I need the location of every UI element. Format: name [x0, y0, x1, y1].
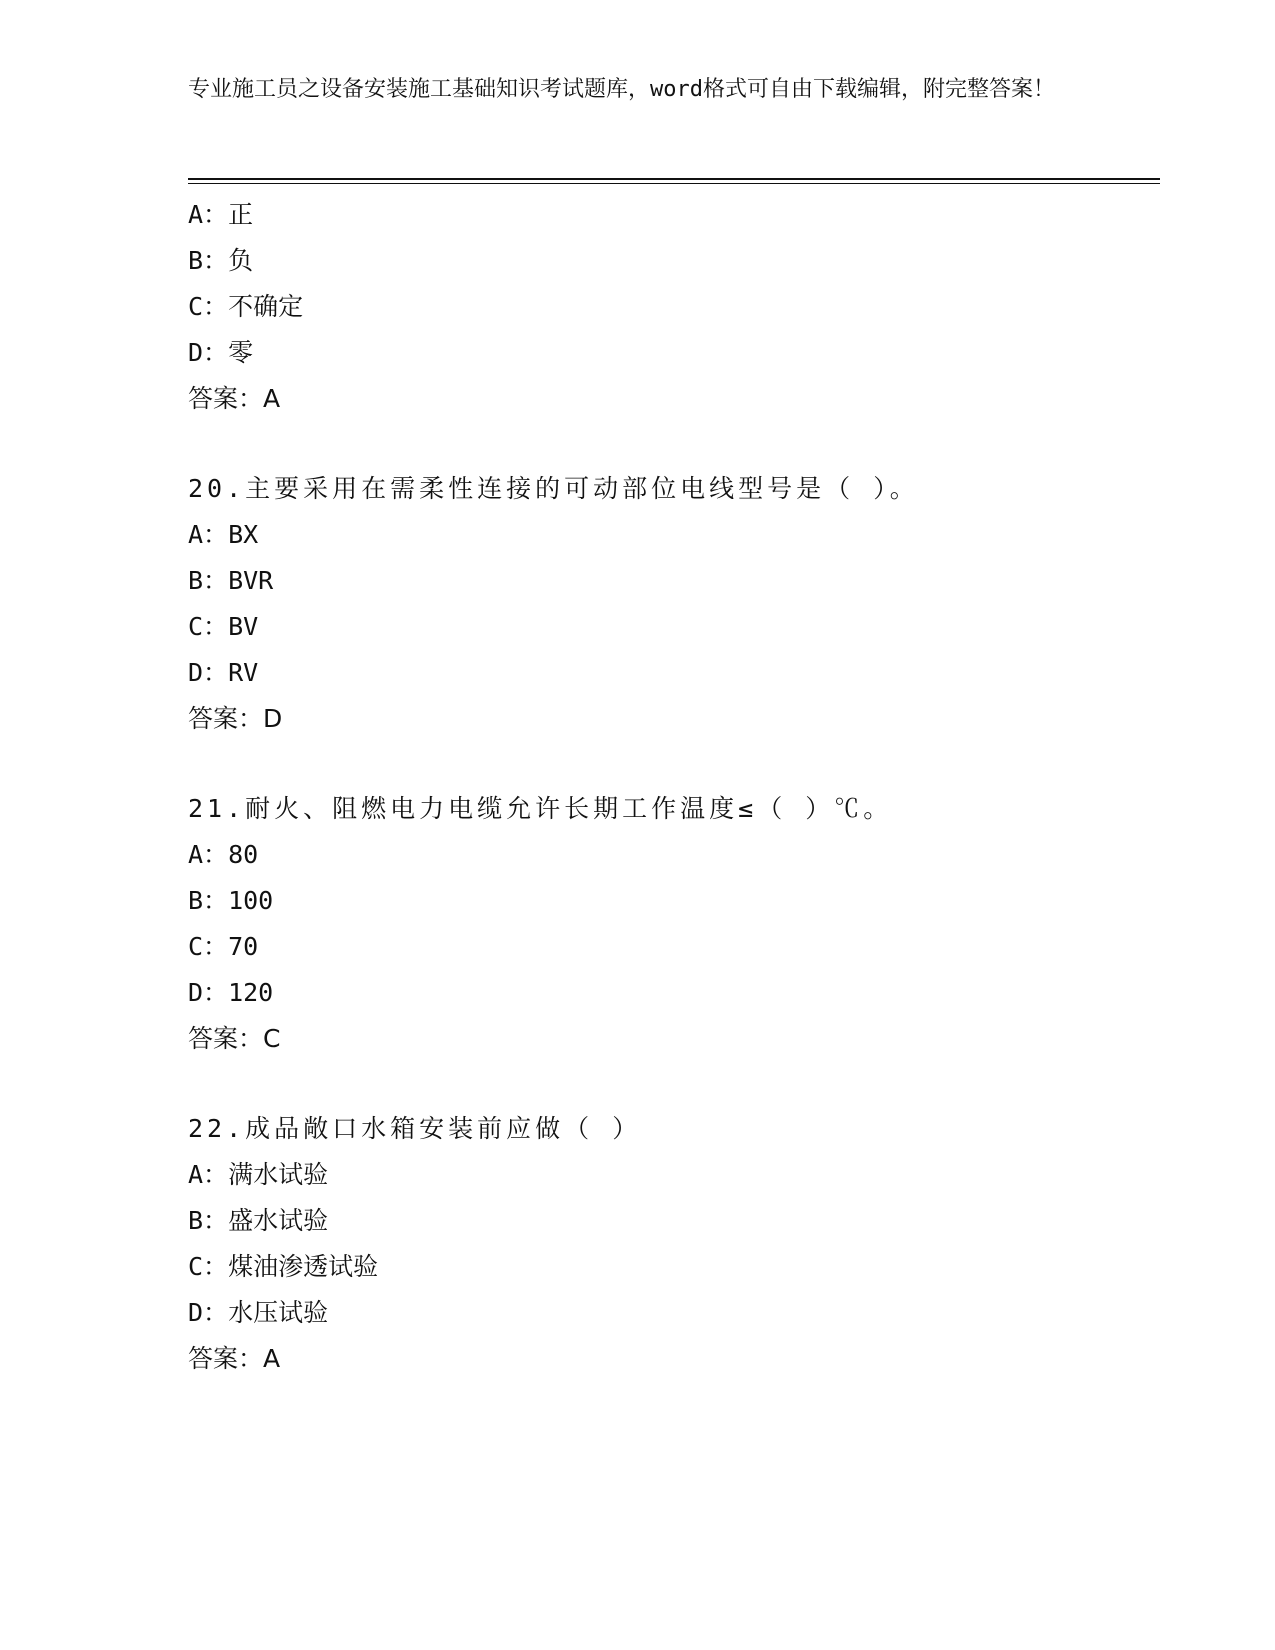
- option-c: [188, 284, 1160, 330]
- option-label: B：: [188, 566, 229, 595]
- option-text: 70: [228, 932, 259, 961]
- option-text: BV: [228, 612, 259, 641]
- option-a: [188, 512, 1160, 558]
- option-label: D：: [188, 1298, 229, 1327]
- header-rule-thin: [188, 183, 1160, 184]
- option-label: C：: [188, 292, 229, 321]
- option-label: C：: [188, 612, 229, 641]
- option-b: [188, 878, 1160, 924]
- spacer: [188, 1062, 1160, 1106]
- option-text: 盛水试验: [228, 1206, 329, 1235]
- option-c: [188, 924, 1160, 970]
- option-label: D：: [188, 978, 229, 1007]
- answer-line: 答案：A: [188, 384, 281, 413]
- option-label: A：: [188, 520, 229, 549]
- option-b: [188, 558, 1160, 604]
- option-label: A：: [188, 200, 229, 229]
- option-text: 水压试验: [228, 1298, 329, 1327]
- option-d: [188, 1290, 1160, 1336]
- option-a: [188, 1152, 1160, 1198]
- question-stem: 22.成品敞口水箱安装前应做（ ）: [188, 1114, 642, 1143]
- option-label: A：: [188, 840, 229, 869]
- document-header: 专业施工员之设备安装施工基础知识考试题库，word格式可自由下载编辑，附完整答案！: [188, 77, 1055, 102]
- option-d: [188, 650, 1160, 696]
- option-d: [188, 970, 1160, 1016]
- spacer: [188, 422, 1160, 466]
- option-b: [188, 1198, 1160, 1244]
- question-block-20: [188, 466, 1160, 742]
- option-label: B：: [188, 886, 229, 915]
- question-block-21: [188, 786, 1160, 1062]
- option-text: 负: [228, 246, 254, 275]
- option-label: B：: [188, 246, 229, 275]
- option-text: 120: [228, 978, 274, 1007]
- question-list: [188, 192, 1160, 1382]
- option-text: 零: [228, 338, 254, 367]
- option-text: 100: [228, 886, 274, 915]
- option-text: 煤油渗透试验: [228, 1252, 379, 1281]
- option-c: [188, 604, 1160, 650]
- answer-line: 答案：C: [188, 1024, 281, 1053]
- option-label: A：: [188, 1160, 229, 1189]
- option-c: [188, 1244, 1160, 1290]
- option-text: 正: [228, 200, 254, 229]
- option-a: [188, 832, 1160, 878]
- option-d: [188, 330, 1160, 376]
- answer-line: 答案：A: [188, 1344, 281, 1373]
- question-block-22: [188, 1106, 1160, 1382]
- answer-line: 答案：D: [188, 704, 283, 733]
- question-block-19: [188, 192, 1160, 422]
- option-label: C：: [188, 932, 229, 961]
- option-text: BVR: [228, 566, 274, 595]
- spacer: [188, 742, 1160, 786]
- option-a: [188, 192, 1160, 238]
- option-text: 80: [228, 840, 259, 869]
- question-stem: 20.主要采用在需柔性连接的可动部位电线型号是（ ）。: [188, 474, 919, 503]
- option-label: D：: [188, 338, 229, 367]
- option-label: C：: [188, 1252, 229, 1281]
- option-text: 满水试验: [228, 1160, 329, 1189]
- option-text: 不确定: [228, 292, 304, 321]
- header-rule-thick: [188, 178, 1160, 180]
- question-stem: 21.耐火、阻燃电力电缆允许长期工作温度≤（ ）℃。: [188, 794, 893, 823]
- option-label: B：: [188, 1206, 229, 1235]
- option-text: BX: [228, 520, 259, 549]
- option-b: [188, 238, 1160, 284]
- option-text: RV: [228, 658, 259, 687]
- option-label: D：: [188, 658, 229, 687]
